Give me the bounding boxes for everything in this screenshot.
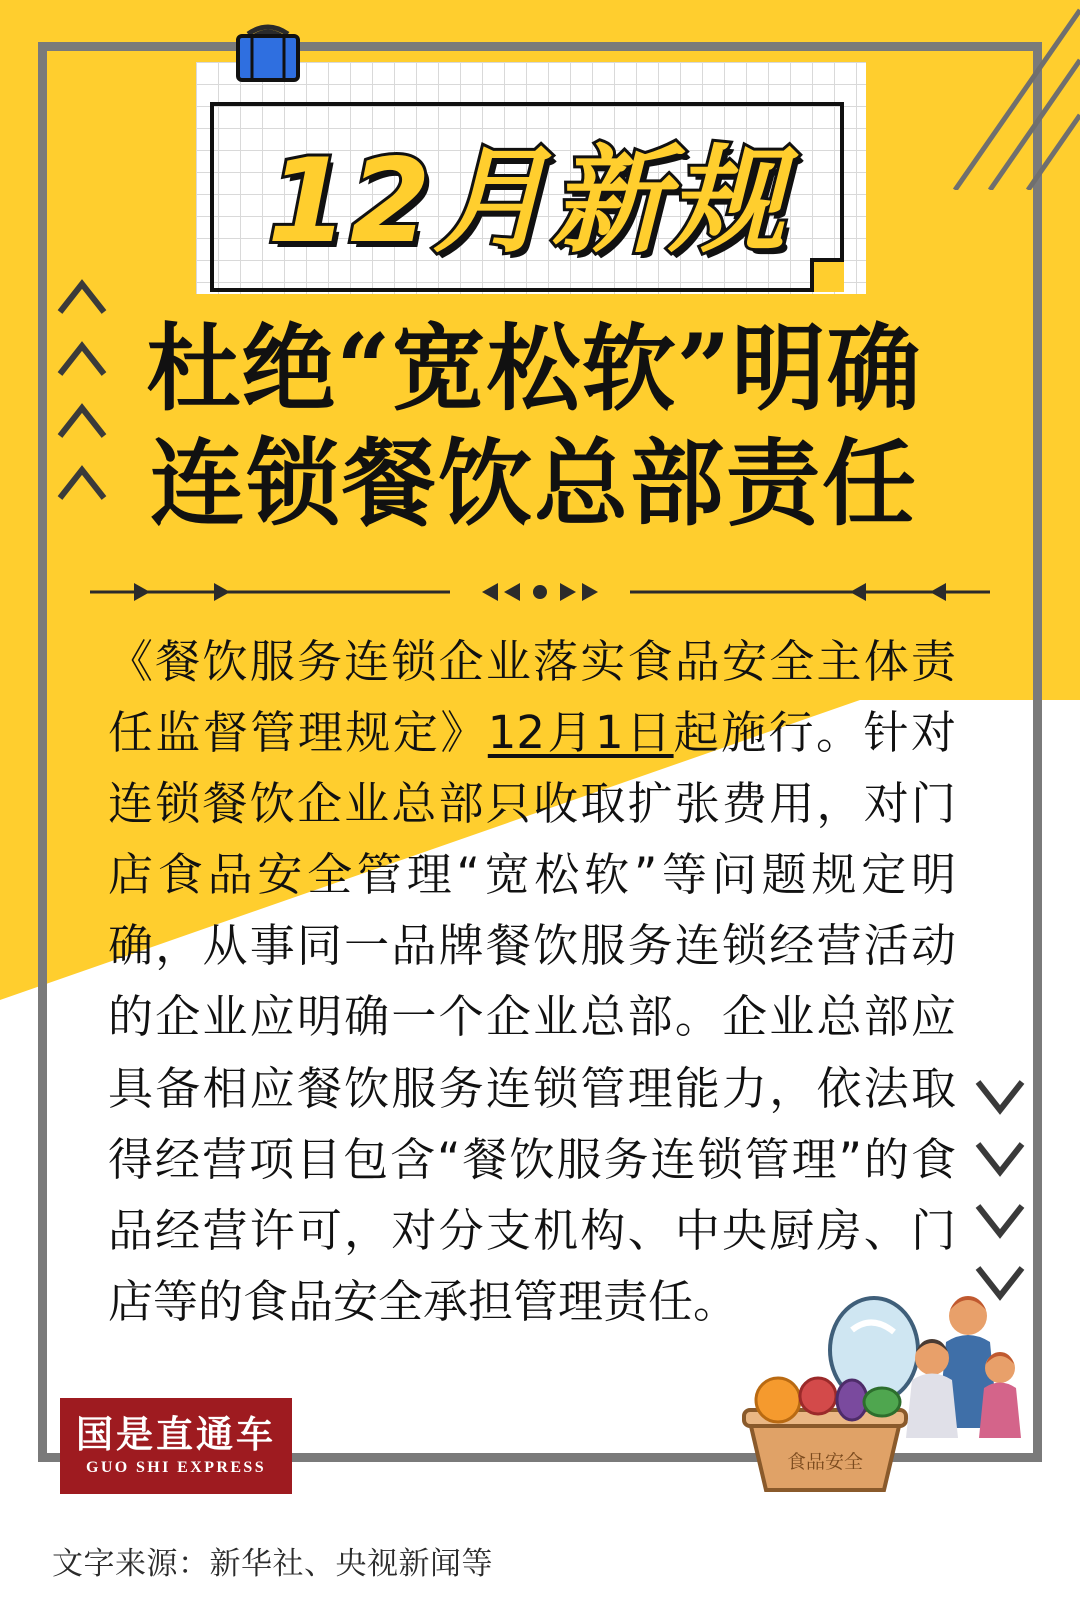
binder-clip-icon — [228, 18, 308, 96]
brand-logo — [60, 1398, 292, 1494]
chevron-up-stack-icon — [54, 272, 110, 512]
headline-line-2: 连锁餐饮总部责任 — [149, 428, 918, 539]
headline-line-1: 杜绝“宽松软”明确 — [146, 314, 922, 424]
illustration-label: 食品安全 — [786, 1451, 864, 1473]
brand-logo-name-en: GUO SHI EXPRESS — [85, 1458, 267, 1476]
food-safety-illustration — [722, 1272, 1022, 1502]
body-text — [108, 626, 956, 1337]
source-line: 文字来源：新华社、央视新闻等 — [52, 1546, 493, 1582]
diagonal-stripes-decor — [880, 0, 1080, 190]
headline — [104, 312, 964, 541]
badge-title: 12月新规 — [267, 133, 787, 269]
body-segment-3: 起施行。针对连锁餐饮企业总部只收取扩张费用，对门店食品安全管理“宽松软”等问题规定明确，从事同一品牌餐饮服务连锁经营活动的企业应明确一个企业总部。企业总部应具备相应餐饮服务连锁管理能力，依法取得经营项目包含“餐饮服务连锁管理”的食品经营许可，对分支机构、中央厨房、门店等的食品安全承担管理责任。 — [108, 706, 956, 1328]
brand-logo-name-cn: 国是直通车 — [76, 1412, 276, 1457]
ornamental-divider — [90, 578, 990, 606]
body-segment-date: 12月1日 — [487, 706, 674, 760]
body-segment-1: 《餐饮服务连锁企业落实食品安全主体责任监督管理规定》 — [108, 635, 956, 760]
